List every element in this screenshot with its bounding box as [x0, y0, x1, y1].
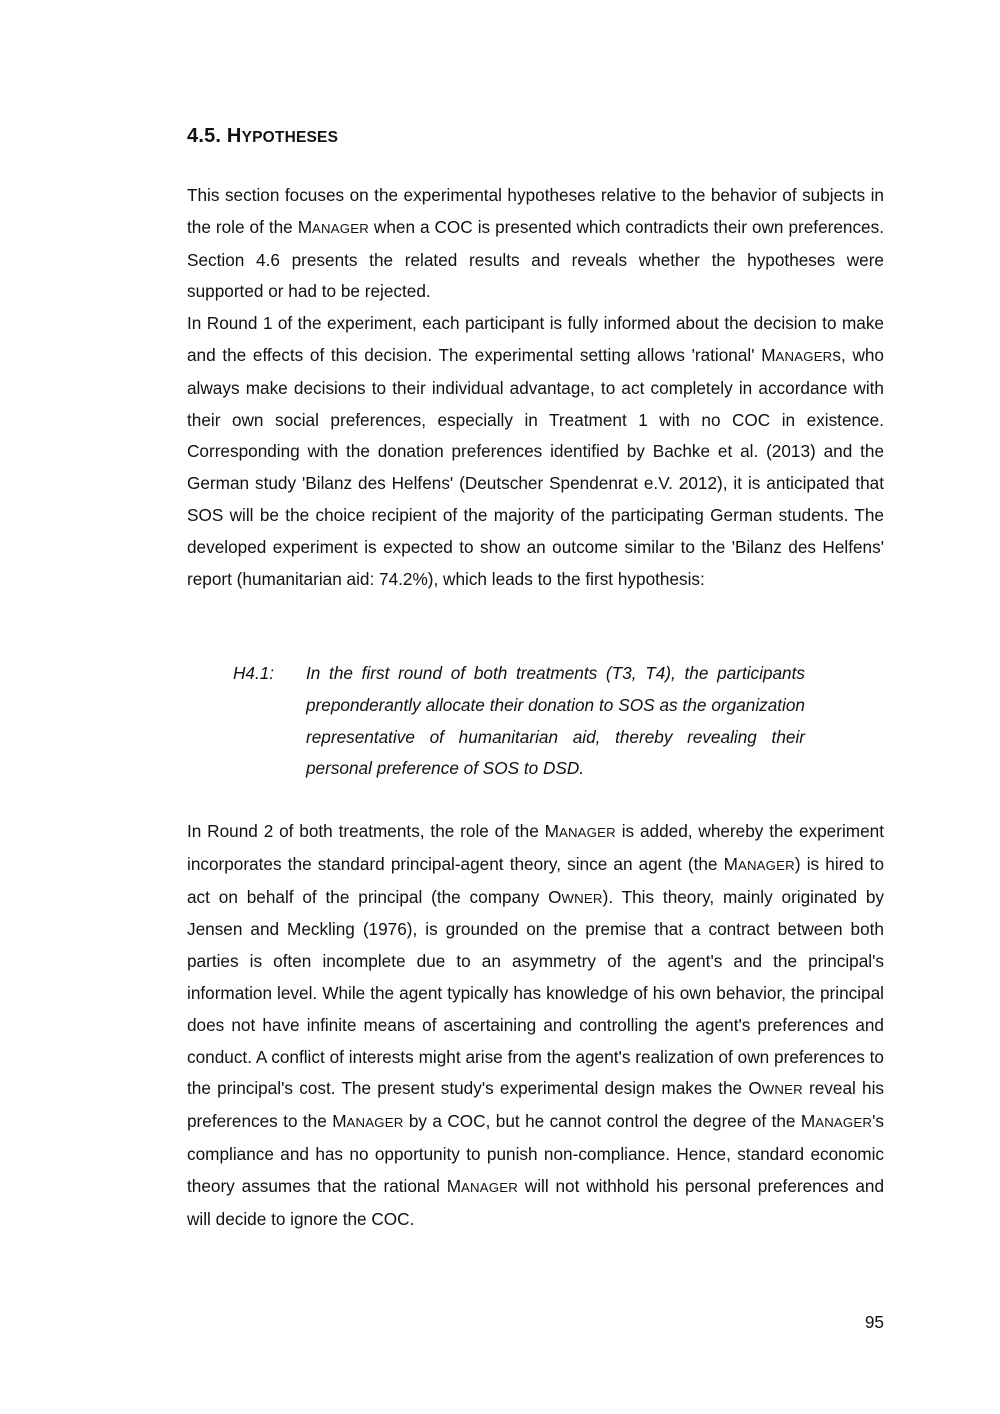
hypothesis-text: In the first round of both treatments (T3, T4), the participants preponderantly allocate their donation to SOS as the organization representative of humanitarian aid, thereby revealing their personal preference of SOS to DSD. — [306, 663, 805, 779]
paragraph-round-2: In Round 2 of both treatments, the role of the MANAGER is added, whereby the experiment incorporates the standard principal-agent theory, since an agent (the MANAGER) is hired to act on behalf of the principal (the company OWNER). This theory, mainly originated by Jensen and Meckling (1976), is grounded on the premise that a contract between both parties is often incomplete due to an asymmetry of the agent's and the principal's information level. While the agent typically has knowledge of his own behavior, the principal does not have infinite means of ascertaining and controlling the agent's preferences and conduct. A conflict of interests might arise from the agent's realization of own preferences to the principal's cost. The present study's experimental design makes the OWNER reveal his preferences to the MANAGER by a COC, but he cannot control the degree of the MANAGER's compliance and has no opportunity to punish non-compliance. Hence, standard economic theory assumes that the rational MANAGER will not withhold his personal preferences and will decide to ignore the COC. — [187, 821, 885, 1229]
paragraph-round-1: In Round 1 of the experiment, each participant is fully informed about the decision to make and the effects of this decision. The experimental setting allows 'rational' MANAGERs, who always make decisions to their individual advantage, to act completely in accordance with their own social preferences, especially in Treatment 1 with no COC in existence. Corresponding with the donation preferences identified by Bachke et al. (2013) and the German study 'Bilanz des Helfens' (Deutscher Spendenrat e.V. 2012), it is anticipated that SOS will be the choice recipient of the majority of the participating German students. The developed experiment is expected to show an outcome similar to the 'Bilanz des Helfens' report (humanitarian aid: 74.2%), which leads to the first hypothesis: — [187, 313, 884, 589]
term-manager: MANAGER — [544, 821, 616, 841]
term-owner: OWNER — [748, 1078, 803, 1099]
paragraph-intro: This section focuses on the experimental hypotheses relative to the behavior of subjects in the role of the MANAGER when a COC is presented which contradicts their own preferences. Section 4.6 presents the related results and reveals whether the hypotheses were supported or had to be rejected. — [187, 185, 884, 302]
section-heading — [187, 122, 338, 152]
page-number: 95 — [864, 1312, 884, 1332]
term-manager: MANAGER — [332, 1111, 404, 1132]
section-number: 4.5. — [187, 125, 227, 147]
heading-smallcaps: YPOTHESES — [241, 129, 339, 146]
term-manager: MANAGER — [297, 216, 369, 237]
hypothesis-label: H4.1: — [233, 663, 275, 683]
term-owner: OWNER — [548, 886, 603, 907]
term-manager: MANAGER — [723, 853, 795, 874]
principal-agent-text-block — [187, 816, 884, 1235]
term-manager: MANAGER — [761, 344, 833, 365]
term-manager: MANAGER — [446, 1175, 518, 1196]
intro-text-block — [187, 180, 884, 595]
term-manager: MANAGER — [800, 1111, 873, 1132]
heading-initial: H — [226, 125, 242, 147]
